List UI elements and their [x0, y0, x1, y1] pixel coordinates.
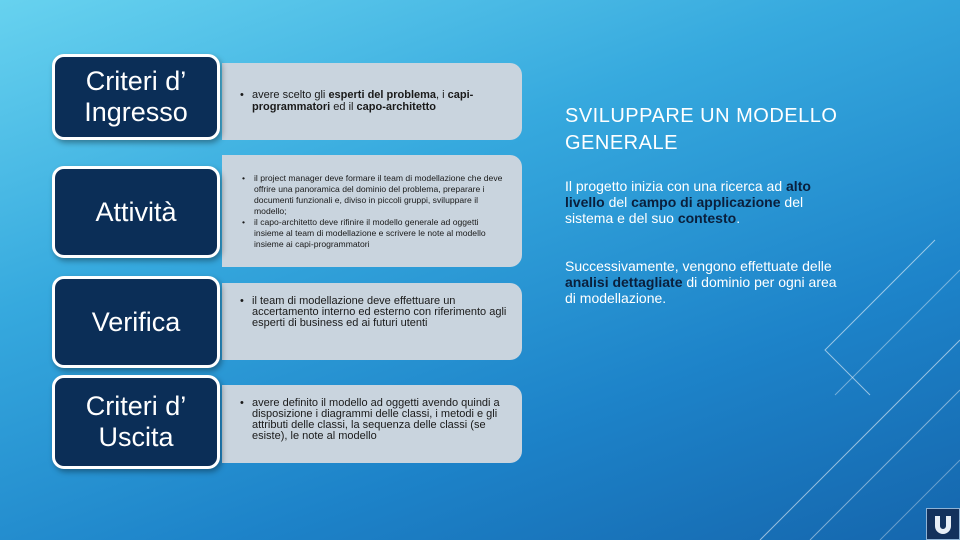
exit-criteria-content — [222, 385, 522, 463]
text-run: il project manager deve formare il team di modellazione che deve offrire una panoramica del dominio del problema, preparare i documenti funzionali e, diviso in piccoli gruppi, sviluppare il modello; — [254, 173, 503, 216]
text-run: del sistema e del suo — [565, 194, 804, 226]
highlighted-term: esperti del problema — [328, 89, 437, 101]
verification-label-text: Verifica — [91, 306, 181, 337]
text-run: del — [604, 194, 632, 210]
text-run: il capo-architetto deve rifinire il modello generale ad oggetti insieme al team di modellazione e scrivere le note al modello insieme ai capi-programmatori — [254, 217, 486, 249]
exit-criteria-label — [52, 375, 220, 469]
entry-criteria-label-text: Criteri d’ Ingresso — [84, 66, 188, 127]
exit-criteria-label-text: Criteri d’ Uscita — [85, 391, 187, 452]
entry-criteria-content — [222, 63, 522, 140]
text-run: , i — [436, 89, 448, 101]
highlighted-term: campo di applicazione — [631, 194, 781, 210]
exit-criteria-list — [240, 398, 510, 442]
text-run: avere definito il modello ad oggetti avendo quindi a disposizione i diagrammi delle classi, i metodi e gli attributi delle classi, la sequenza delle classi (se esiste), le note al modello — [252, 397, 500, 442]
detail-paragraph — [565, 258, 840, 306]
bullet-item — [240, 398, 510, 442]
university-logo-icon — [926, 508, 960, 540]
text-run: ed il — [330, 101, 357, 113]
verification-label — [52, 276, 220, 368]
highlighted-term: alto livello — [565, 178, 811, 210]
verification-list — [240, 296, 508, 329]
text-run: Successivamente, vengono effettuate delle — [565, 258, 832, 274]
highlighted-term: contesto — [677, 210, 737, 226]
text-run: . — [736, 210, 741, 226]
verification-content — [222, 283, 522, 360]
bullet-item — [242, 217, 510, 250]
slide-title: SVILUPPARE UN MODELLO GENERALE — [565, 105, 838, 154]
activity-label-text: Attività — [95, 196, 177, 227]
text-run: il team di modellazione deve effettuare un accertamento interno ed esterno con riferimento agli esperti di business ed ai futuri utenti — [252, 295, 507, 329]
bullet-item — [240, 296, 508, 329]
intro-paragraph — [565, 178, 840, 226]
entry-criteria-list — [240, 89, 508, 113]
entry-criteria-label — [52, 54, 220, 140]
bullet-item — [242, 173, 510, 217]
text-run: di dominio per ogni area di modellazione. — [565, 274, 837, 306]
highlighted-term: analisi dettagliate — [565, 274, 683, 290]
bullet-item — [240, 89, 508, 113]
highlighted-term: capi-programmatori — [252, 89, 474, 113]
activity-label — [52, 166, 220, 258]
text-run: Il progetto inizia con una ricerca ad — [565, 178, 787, 194]
highlighted-term: capo-architetto — [356, 101, 437, 113]
activity-list — [242, 173, 510, 250]
activity-content — [222, 155, 522, 267]
text-run: avere scelto gli — [252, 89, 329, 101]
